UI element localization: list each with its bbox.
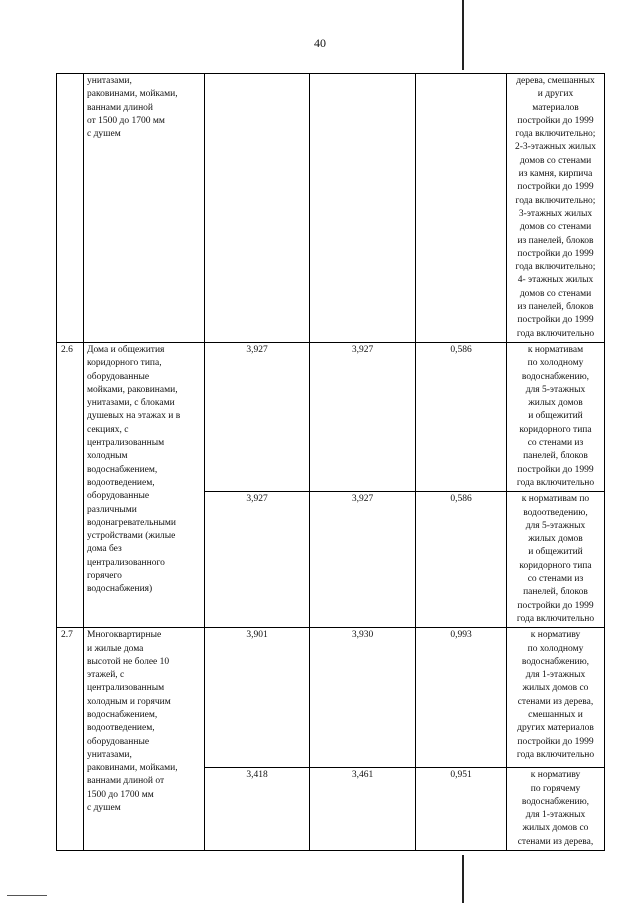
scan-streak [462,0,464,70]
scan-streak [462,855,464,903]
row-description: Дома и общежития коридорного типа, оборудованные мойками, раковинами, унитазами, с блоками душевых на этажах и в секциях, с централизованным холодным водоснабжением, водоотведением, оборудованные различными водонагревательными устройствами (жилые дома без централизованного горячего водоснабжения) [84,342,205,627]
value-col-1: 3,901 [205,628,310,768]
value-col-1: 3,927 [205,342,310,491]
value-col-3: 0,993 [416,628,507,768]
row-note: к нормативам по холодному водоснабжению, для 5-этажных жилых домов и общежитий коридорного типа со стенами из панелей, блоков постройки до 1999 года включительно [507,342,605,491]
value-col-3: 0,586 [416,492,507,628]
row-note: дерева, смешанных и других материалов постройки до 1999 года включительно; 2-3-этажных жилых домов со стенами из камня, кирпича постройки до 1999 года включительно; 3-этажных жилых домов со стенами из панелей, блоков постройки до 1999 года включительно; 4- этажных жилых домов со стенами из панелей, блоков постройки до 1999 года включительно [507,74,605,343]
value-col-1: 3,418 [205,768,310,851]
value-col-2 [310,74,416,343]
value-col-3 [416,74,507,343]
value-col-3: 0,586 [416,342,507,491]
scan-streak [7,895,47,896]
table-row-2-7-a [57,628,605,768]
value-col-2: 3,930 [310,628,416,768]
row-number: 2.7 [57,628,84,851]
page-number: 40 [314,36,326,50]
table-row-continuation [57,74,605,343]
table-row-2-6-a [57,342,605,491]
row-number: 2.6 [57,342,84,627]
value-col-1: 3,927 [205,492,310,628]
row-note: к нормативам по водоотведению, для 5-этажных жилых домов и общежитий коридорного типа со стенами из панелей, блоков постройки до 1999 года включительно [507,492,605,628]
value-col-2: 3,461 [310,768,416,851]
row-description: Многоквартирные и жилые дома высотой не более 10 этажей, с централизованным холодным и горячим водоснабжением, водоотведением, оборудованные унитазами, раковинами, мойками, ваннами длиной от 1500 до 1700 мм с душем [84,628,205,851]
row-description: унитазами, раковинами, мойками, ваннами длиной от 1500 до 1700 мм с душем [84,74,205,343]
row-note: к нормативу по холодному водоснабжению, для 1-этажных жилых домов со стенами из дерева, смешанных и других материалов постройки до 1999 года включительно [507,628,605,768]
row-note: к нормативу по горячему водоснабжению, для 1-этажных жилых домов со стенами из дерева, [507,768,605,851]
value-col-2: 3,927 [310,342,416,491]
value-col-2: 3,927 [310,492,416,628]
norms-table [56,73,605,851]
value-col-3: 0,951 [416,768,507,851]
value-col-1 [205,74,310,343]
row-number [57,74,84,343]
